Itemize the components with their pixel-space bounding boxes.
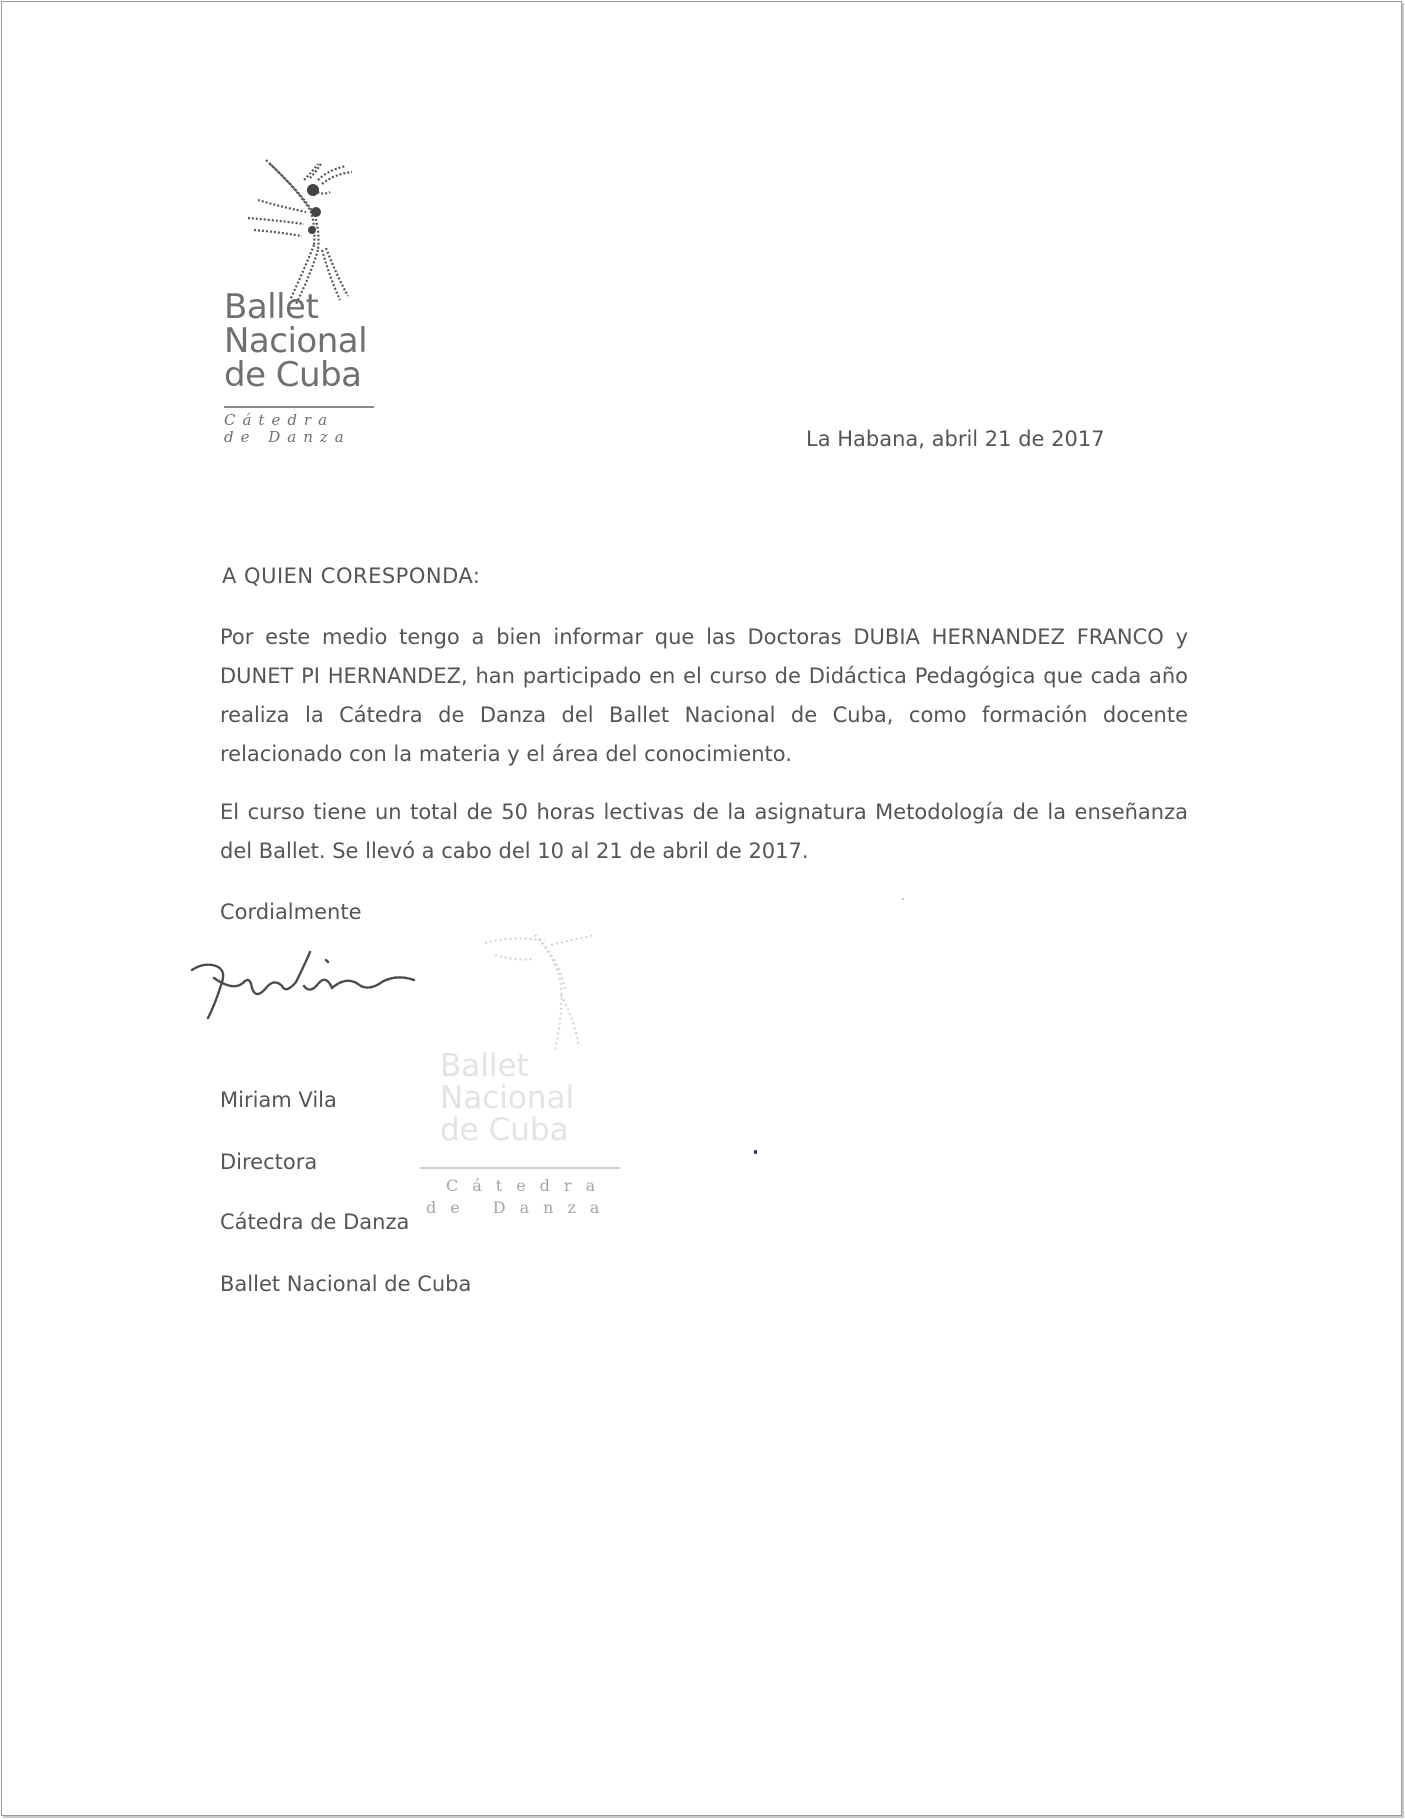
closing: Cordialmente: [220, 900, 362, 924]
signatory-role: Directora: [220, 1150, 318, 1174]
body-paragraph: Por este medio tengo a bien informar que las Doctoras DUBIA HERNANDEZ FRANCO y DUNET PI HERNANDEZ, han participado en el curso de Didáctica Pedagógica que cada año realiza la Cátedra de Danza del Ballet Nacional de Cuba, como formación docente relacionado con la materia y el área del conocimiento.: [220, 625, 1188, 766]
logo-divider: [224, 406, 374, 408]
logo-wordmark: Ballet Nacional de Cuba: [224, 287, 368, 395]
scan-speck: [902, 898, 904, 900]
handwritten-signature: [186, 948, 426, 1028]
signatory-organization: Ballet Nacional de Cuba: [220, 1272, 472, 1296]
stamp-subtitle: Cátedra de Danza: [426, 1176, 614, 1217]
scan-speck: [754, 1150, 757, 1154]
stamp-wordmark: Ballet Nacional de Cuba: [440, 1048, 575, 1148]
logo-subtitle: Cátedra de Danza: [224, 411, 351, 446]
signatory-department: Cátedra de Danza: [220, 1210, 410, 1234]
institution-stamp: [420, 925, 630, 1235]
salutation: A QUIEN CORESPONDA:: [222, 564, 481, 588]
body-paragraph: El curso tiene un total de 50 horas lectivas de la asignatura Metodología de la enseñanza del Ballet. Se llevó a cabo del 10 al 21 de abril de 2017.: [220, 800, 1188, 863]
signatory-name: Miriam Vila: [220, 1088, 337, 1112]
dancer-figure-icon: [475, 925, 625, 1055]
letterhead-logo: [218, 150, 390, 450]
letter-date: La Habana, abril 21 de 2017: [806, 427, 1105, 451]
stamp-divider: [420, 1167, 620, 1169]
document-page: [1, 1, 1402, 1816]
